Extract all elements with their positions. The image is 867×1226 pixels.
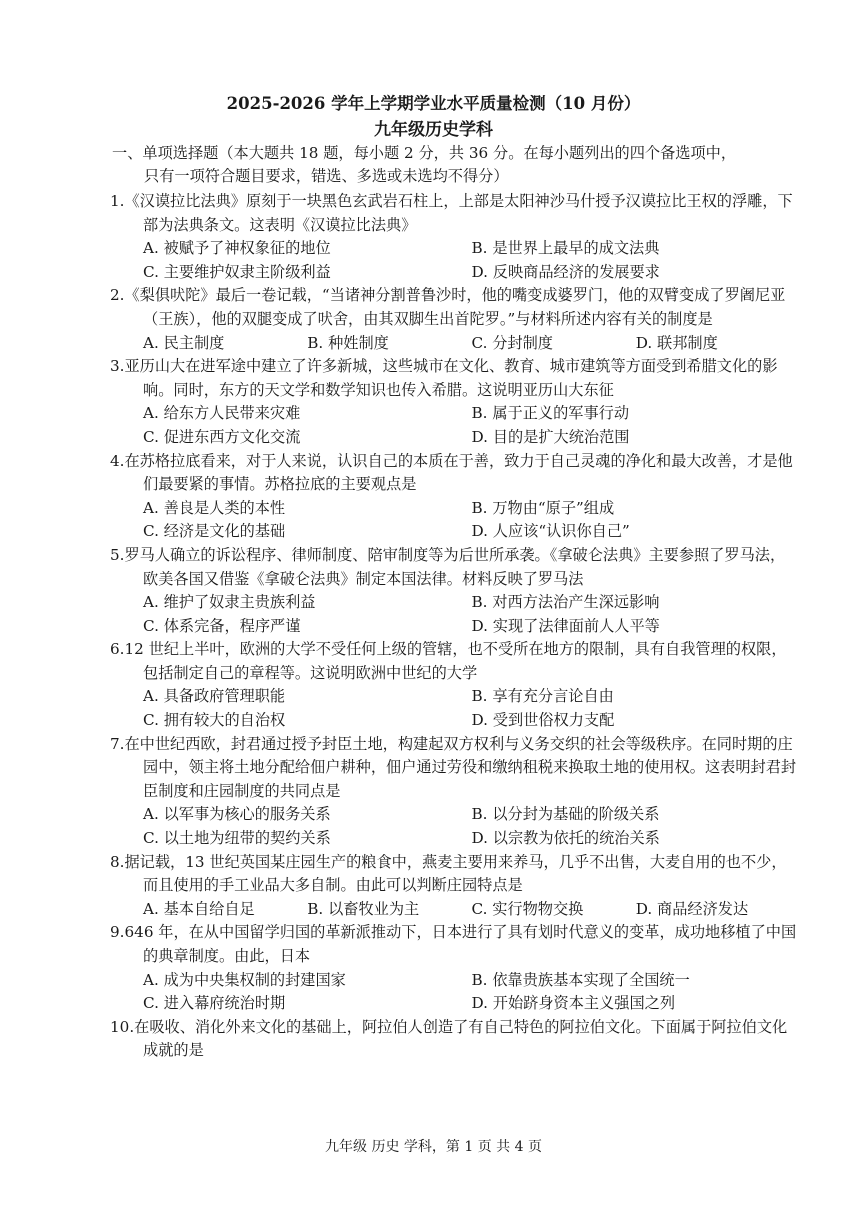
question-item (110, 638, 800, 732)
question-item (110, 921, 800, 1015)
exam-subtitle: 九年级历史学科 (374, 120, 493, 140)
answer-option: B. 以畜牧业为主 (307, 899, 420, 918)
answer-option: A. 被赋予了神权象征的地位 (143, 239, 331, 258)
question-stem: 8.据记载，13 世纪英国某庄园生产的粮食中，燕麦主要用来养马，几乎不出售，大麦自用的也不少，而且使用的手工业品大多自制。由此可以判断庄园特点是 (110, 852, 787, 895)
answer-option: A. 维护了奴隶主贵族利益 (143, 593, 316, 612)
answer-option: C. 进入幕府统治时期 (143, 994, 286, 1013)
answer-option: A. 基本自给自足 (143, 899, 255, 918)
question-stem: 3.亚历山大在进军途中建立了许多新城，这些城市在文化、教育、城市建筑等方面受到希腊文化的影响。同时，东方的天文学和数学知识也传入希腊。这说明亚历山大东征 (110, 357, 778, 399)
answer-option: A. 给东方人民带来灾难 (143, 404, 301, 423)
answer-option: D. 实现了法律面前人人平等 (471, 616, 660, 635)
section-heading-line2: 只有一项符合题目要求，错选、多选或未选均不得分） (144, 167, 509, 185)
option-group (110, 332, 800, 356)
answer-option: C. 经济是文化的基础 (143, 522, 286, 541)
question-item (110, 733, 800, 851)
answer-option: C. 促进东西方文化交流 (143, 427, 301, 446)
option-group (110, 237, 800, 284)
answer-option: B. 万物由“原子”组成 (471, 498, 615, 517)
section-heading-line1: 一、单项选择题（本大题共 18 题，每小题 2 分，共 36 分。在每小题列出的四个备选项中， (112, 144, 737, 162)
answer-option: B. 种姓制度 (307, 333, 389, 352)
answer-option: C. 主要维护奴隶主阶级利益 (143, 262, 331, 281)
question-stem: 6.12 世纪上半叶，欧洲的大学不受任何上级的管辖，也不受所在地方的限制，具有自我管理的权限，包括制定自己的章程等。这说明欧洲中世纪的大学 (110, 640, 787, 682)
answer-option: D. 商品经济发达 (635, 899, 749, 918)
question-stem: 1.《汉谟拉比法典》原刻于一块黑色玄武岩石柱上，上部是太阳神沙马什授予汉谟拉比王权的浮雕，下部为法典条文。这表明《汉谟拉比法典》 (110, 192, 793, 234)
question-item (110, 450, 800, 544)
answer-option: D. 开始跻身资本主义强国之列 (471, 994, 676, 1013)
question-stem: 10.在吸收、消化外来文化的基础上，阿拉伯人创造了有自己特色的阿拉伯文化。下面属于阿拉伯文化成就的是 (110, 1017, 788, 1060)
option-group (110, 969, 800, 1016)
answer-option: A. 成为中央集权制的封建国家 (143, 970, 346, 989)
answer-option: D. 目的是扩大统治范围 (471, 427, 630, 446)
question-item (110, 355, 800, 449)
option-group (110, 591, 800, 638)
option-group (110, 685, 800, 732)
option-group (110, 497, 800, 544)
question-item (110, 544, 800, 638)
answer-option: D. 联邦制度 (635, 333, 718, 352)
answer-option: D. 反映商品经济的发展要求 (471, 262, 660, 281)
answer-option: B. 依靠贵族基本实现了全国统一 (471, 970, 690, 989)
question-stem: 5.罗马人确立的诉讼程序、律师制度、陪审制度等为后世所承袭。《拿破仑法典》主要参照了罗马法，欧美各国又借鉴《拿破仑法典》制定本国法律。材料反映了罗马法 (110, 545, 786, 588)
question-stem: 2.《梨俱吠陀》最后一卷记载，“当诸神分割普鲁沙时，他的嘴变成婆罗门，他的双臂变成了罗阇尼亚（王族），他的双腿变成了吠舍，由其双脚生出首陀罗。”与材料所述内容有关的制度是 (110, 286, 786, 328)
question-item (110, 1016, 800, 1063)
question-list (110, 190, 800, 1063)
option-group (110, 402, 800, 449)
question-item (110, 851, 800, 922)
option-group (110, 898, 800, 922)
question-stem: 4.在苏格拉底看来，对于人来说，认识自己的本质在于善，致力于自己灵魂的净化和最大改善，才是他们最要紧的事情。苏格拉底的主要观点是 (110, 451, 793, 494)
question-stem: 7.在中世纪西欧，封君通过授予封臣土地，构建起双方权利与义务交织的社会等级秩序。在同时期的庄园中，领主将土地分配给佃户耕种，佃户通过劳役和缴纳租税来换取土地的使用权。这表明封君封臣制度和庄园制度的共同点是 (110, 734, 797, 800)
answer-option: D. 以宗教为依托的统治关系 (471, 829, 660, 848)
answer-option: C. 以土地为纽带的契约关系 (143, 829, 331, 848)
answer-option: D. 人应该“认识你自己” (471, 522, 630, 541)
answer-option: C. 实行物物交换 (471, 899, 584, 918)
answer-option: A. 以军事为核心的服务关系 (143, 805, 331, 824)
option-group (110, 803, 800, 850)
answer-option: C. 分封制度 (471, 333, 553, 352)
answer-option: A. 具备政府管理职能 (143, 687, 286, 706)
answer-option: A. 善良是人类的本性 (143, 498, 286, 517)
answer-option: B. 以分封为基础的阶级关系 (471, 805, 660, 824)
answer-option: B. 是世界上最早的成文法典 (471, 239, 660, 258)
page-footer: 九年级 历史 学科，第 1 页 共 4 页 (325, 1139, 542, 1155)
section-heading (112, 142, 792, 188)
answer-option: A. 民主制度 (143, 333, 225, 352)
answer-option: B. 属于正义的军事行动 (471, 404, 630, 423)
answer-option: B. 享有充分言论自由 (471, 687, 614, 706)
question-item (110, 190, 800, 284)
question-item (110, 284, 800, 355)
answer-option: C. 拥有较大的自治权 (143, 711, 286, 730)
answer-option: D. 受到世俗权力支配 (471, 711, 615, 730)
answer-option: C. 体系完备，程序严谨 (143, 616, 301, 635)
question-stem: 9.646 年，在从中国留学归国的革新派推动下，日本进行了具有划时代意义的变革，成功地移植了中国的典章制度。由此，日本 (110, 923, 797, 965)
answer-option: B. 对西方法治产生深远影响 (471, 593, 660, 612)
exam-title: 2025-2026 学年上学期学业水平质量检测（10 月份） (226, 94, 641, 113)
